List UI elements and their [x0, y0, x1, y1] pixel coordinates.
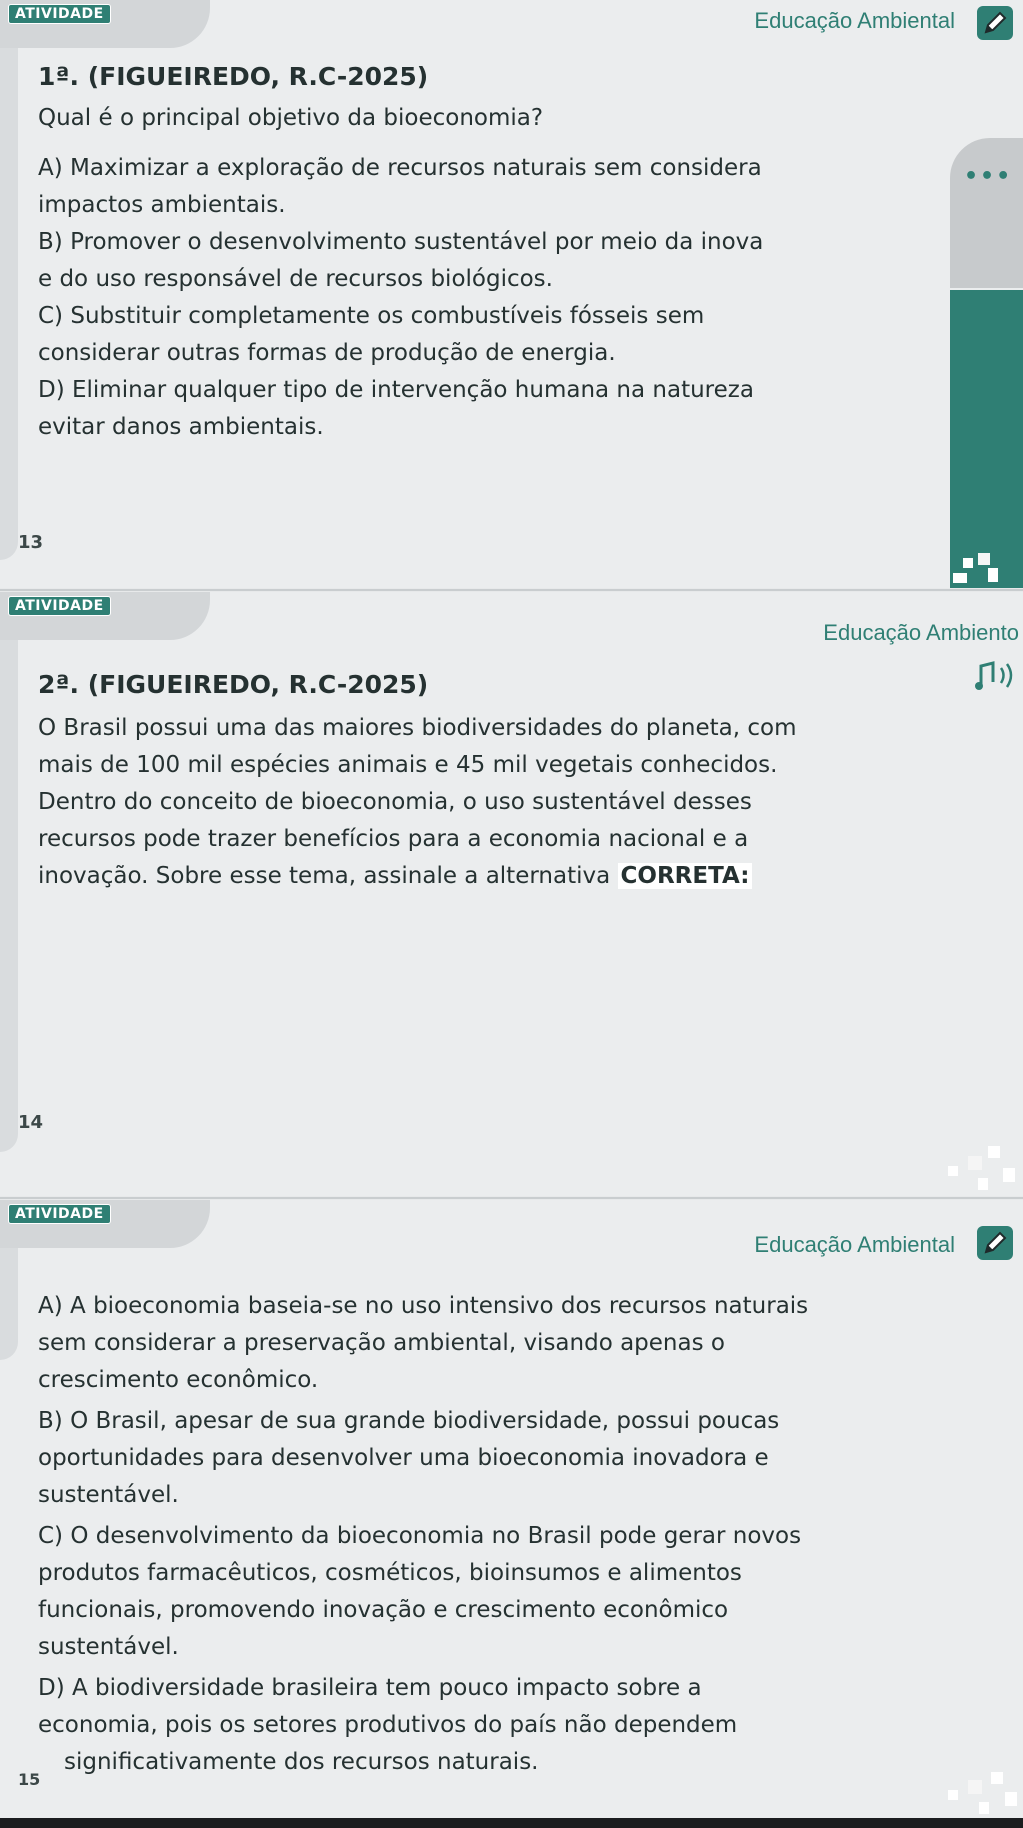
- question-heading: 2ª. (FIGUEIREDO, R.C-2025): [38, 670, 429, 699]
- ellipsis-icon[interactable]: •••: [964, 164, 1013, 189]
- text-segment: inovação. Sobre esse tema, assinale a alternativa: [38, 863, 618, 889]
- subject-title: Educação Ambiental: [754, 8, 955, 33]
- option-line: C) Substituir completamente os combustíveis fósseis sem: [38, 303, 705, 329]
- option-line: C) O desenvolvimento da bioeconomia no Brasil pode gerar novos: [38, 1523, 802, 1549]
- tag-background: [0, 1200, 210, 1248]
- audio-icon[interactable]: [973, 656, 1017, 696]
- option-line: significativamente dos recursos naturais.: [64, 1749, 539, 1775]
- page-number: 15: [18, 1770, 41, 1789]
- bottom-bar: [0, 1818, 1023, 1828]
- page-number: 13: [18, 532, 44, 553]
- option-line: sustentável.: [38, 1482, 179, 1508]
- text-line: O Brasil possui uma das maiores biodiversidades do planeta, com: [38, 715, 797, 741]
- text-line: mais de 100 mil espécies animais e 45 mil vegetais conhecidos.: [38, 752, 778, 778]
- slide-14: [0, 592, 1023, 1196]
- option-line: D) A biodiversidade brasileira tem pouco impacto sobre a: [38, 1675, 702, 1701]
- text-line: [38, 858, 1023, 895]
- tag-background: [0, 0, 210, 48]
- option-line: economia, pois os setores produtivos do país não dependem: [38, 1712, 738, 1738]
- option-line: impactos ambientais.: [38, 192, 286, 218]
- pencil-icon: [977, 6, 1013, 40]
- emphasis-correta: CORRETA:: [618, 863, 753, 889]
- slide-header: [0, 1200, 1023, 1257]
- slide-13: [0, 0, 1023, 588]
- answer-options: [38, 150, 1023, 446]
- option-line: sustentável.: [38, 1634, 179, 1660]
- slide-divider: [0, 589, 1023, 591]
- slide-divider: [0, 1197, 1023, 1199]
- option-line: produtos farmacêuticos, cosméticos, bioinsumos e alimentos: [38, 1560, 742, 1586]
- question-text: Qual é o principal objetivo da bioeconomia?: [38, 105, 544, 131]
- answer-options: [38, 1288, 1023, 1781]
- decorative-band: [0, 0, 18, 560]
- pencil-icon: [977, 1226, 1013, 1260]
- option-line: B) Promover o desenvolvimento sustentável por meio da inova: [38, 229, 764, 255]
- text-line: Dentro do conceito de bioeconomia, o uso sustentável desses: [38, 789, 752, 815]
- question-heading: 1ª. (FIGUEIREDO, R.C-2025): [38, 62, 429, 91]
- activity-tag: ATIVIDADE: [8, 4, 111, 24]
- activity-tag: ATIVIDADE: [8, 1204, 111, 1224]
- option-line: e do uso responsável de recursos biológicos.: [38, 266, 553, 292]
- slide-15: [0, 1200, 1023, 1818]
- slide-header: [0, 592, 1023, 645]
- decorative-band: [0, 592, 18, 1152]
- text-line: recursos pode trazer benefícios para a economia nacional e a: [38, 826, 749, 852]
- option-line: crescimento econômico.: [38, 1367, 319, 1393]
- pattern-decoration: [893, 1728, 1023, 1818]
- option-line: A) A bioeconomia baseia-se no uso intensivo dos recursos naturais: [38, 1293, 809, 1319]
- option-line: evitar danos ambientais.: [38, 414, 324, 440]
- option-line: A) Maximizar a exploração de recursos naturais sem considera: [38, 155, 762, 181]
- option-line: funcionais, promovendo inovação e crescimento econômico: [38, 1597, 729, 1623]
- subject-title: Educação Ambiental: [754, 1232, 955, 1257]
- subject-title: Educação Ambiento: [823, 620, 1019, 645]
- page-number: 14: [18, 1112, 44, 1133]
- option-line: D) Eliminar qualquer tipo de intervenção humana na natureza: [38, 377, 754, 403]
- activity-tag: ATIVIDADE: [8, 596, 111, 616]
- slide-header: [0, 0, 1023, 48]
- pattern-decoration: [893, 1106, 1023, 1196]
- question-text: [38, 710, 1023, 895]
- option-line: B) O Brasil, apesar de sua grande biodiversidade, possui poucas: [38, 1408, 780, 1434]
- option-line: sem considerar a preservação ambiental, visando apenas o: [38, 1330, 725, 1356]
- tag-background: [0, 592, 210, 640]
- pattern-decoration: [893, 498, 1023, 588]
- option-line: oportunidades para desenvolver uma bioeconomia inovadora e: [38, 1445, 769, 1471]
- option-line: considerar outras formas de produção de energia.: [38, 340, 616, 366]
